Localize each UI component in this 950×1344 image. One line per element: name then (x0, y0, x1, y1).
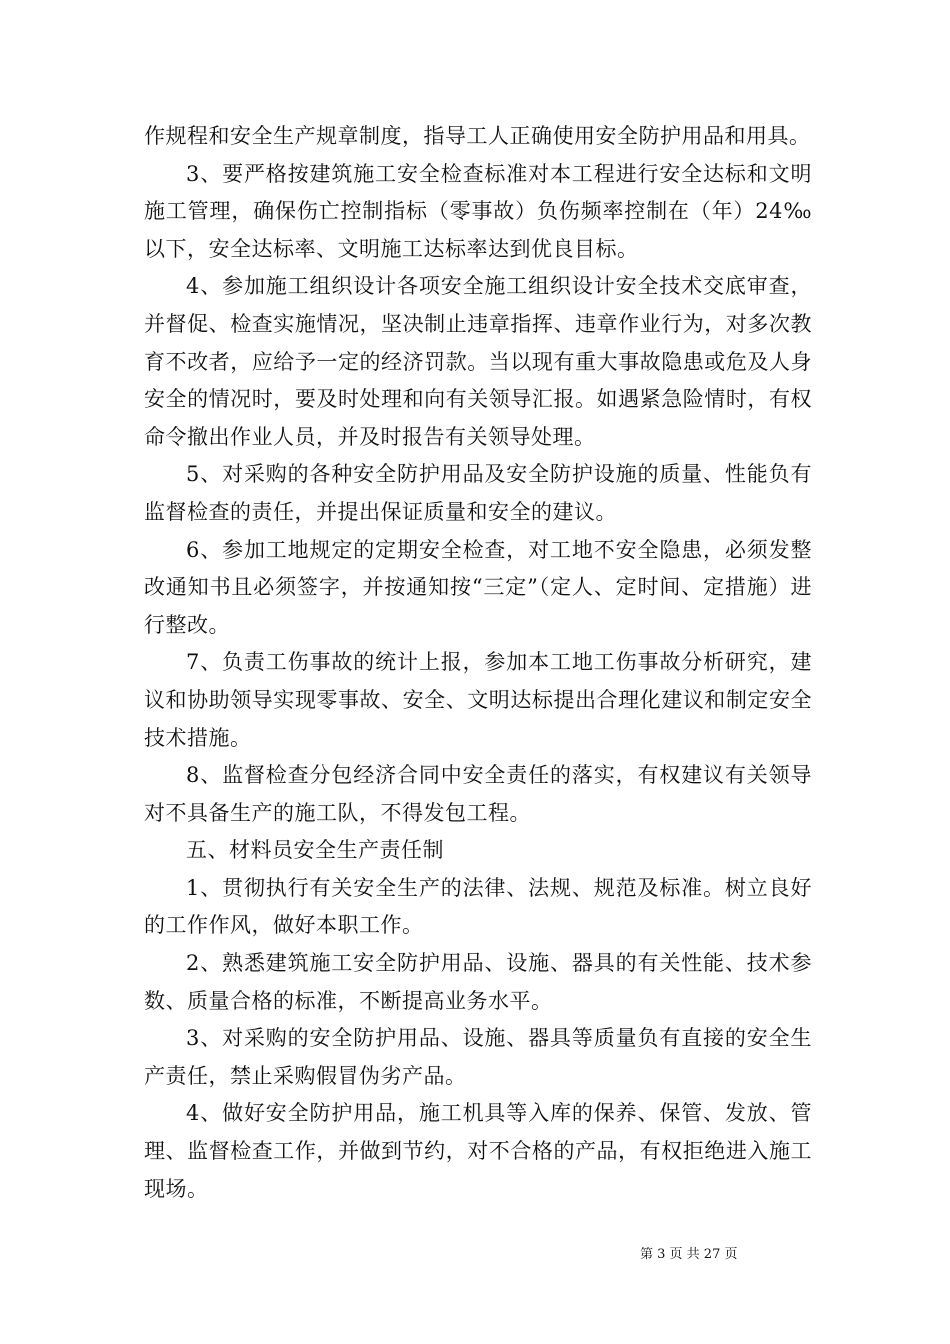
paragraph-item-3: 3、要严格按建筑施工安全检查标准对本工程进行安全达标和文明施工管理，确保伤亡控制指标（零事故）负伤频率控制在（年）24‰以下，安全达标率、文明施工达标率达到优良目标。 (144, 161, 812, 261)
paragraph-item-5: 5、对采购的各种安全防护用品及安全防护设施的质量、性能负有监督检查的责任，并提出保证质量和安全的建议。 (144, 462, 812, 524)
section-heading: 五、材料员安全生产责任制 (186, 838, 444, 863)
paragraph-item-7: 7、负责工伤事故的统计上报，参加本工地工伤事故分析研究，建议和协助领导实现零事故、安全、文明达标提出合理化建议和制定安全技术措施。 (144, 650, 812, 750)
paragraph-material-1: 1、贯彻执行有关安全生产的法律、法规、规范及标准。树立良好的工作作风，做好本职工作。 (144, 875, 812, 938)
document-body (144, 118, 812, 1208)
paragraph-material-2: 2、熟悉建筑施工安全防护用品、设施、器具的有关性能、技术参数、质量合格的标准，不断提高业务水平。 (144, 951, 812, 1013)
paragraph-continuation: 作规程和安全生产规章制度，指导工人正确使用安全防护用品和用具。 (144, 124, 811, 148)
paragraph-item-8: 8、监督检查分包经济合同中安全责任的落实，有权建议有关领导对不具备生产的施工队，不得发包工程。 (144, 763, 812, 825)
paragraph-material-3: 3、对采购的安全防护用品、设施、器具等质量负有直接的安全生产责任，禁止采购假冒伪劣产品。 (144, 1026, 812, 1088)
paragraph-item-6: 6、参加工地规定的定期安全检查，对工地不安全隐患，必须发整改通知书且必须签字，并按通知按“三定”（定人、定时间、定措施）进行整改。 (144, 537, 812, 637)
page-number-footer: 第 3 页 共 27 页 (640, 1247, 738, 1262)
paragraph-item-4: 4、参加施工组织设计各项安全施工组织设计安全技术交底审查，并督促、检查实施情况，坚决制止违章指挥、违章作业行为，对多次教育不改者，应给予一定的经济罚款。当以现有重大事故隐患或危及人身安全的情况时，要及时处理和向有关领导汇报。如遇紧急险情时，有权命令撤出作业人员，并及时报告有关领导处理。 (144, 274, 812, 449)
paragraph-material-4: 4、做好安全防护用品，施工机具等入库的保养、保管、发放、管理、监督检查工作，并做到节约，对不合格的产品，有权拒绝进入施工现场。 (144, 1101, 812, 1201)
